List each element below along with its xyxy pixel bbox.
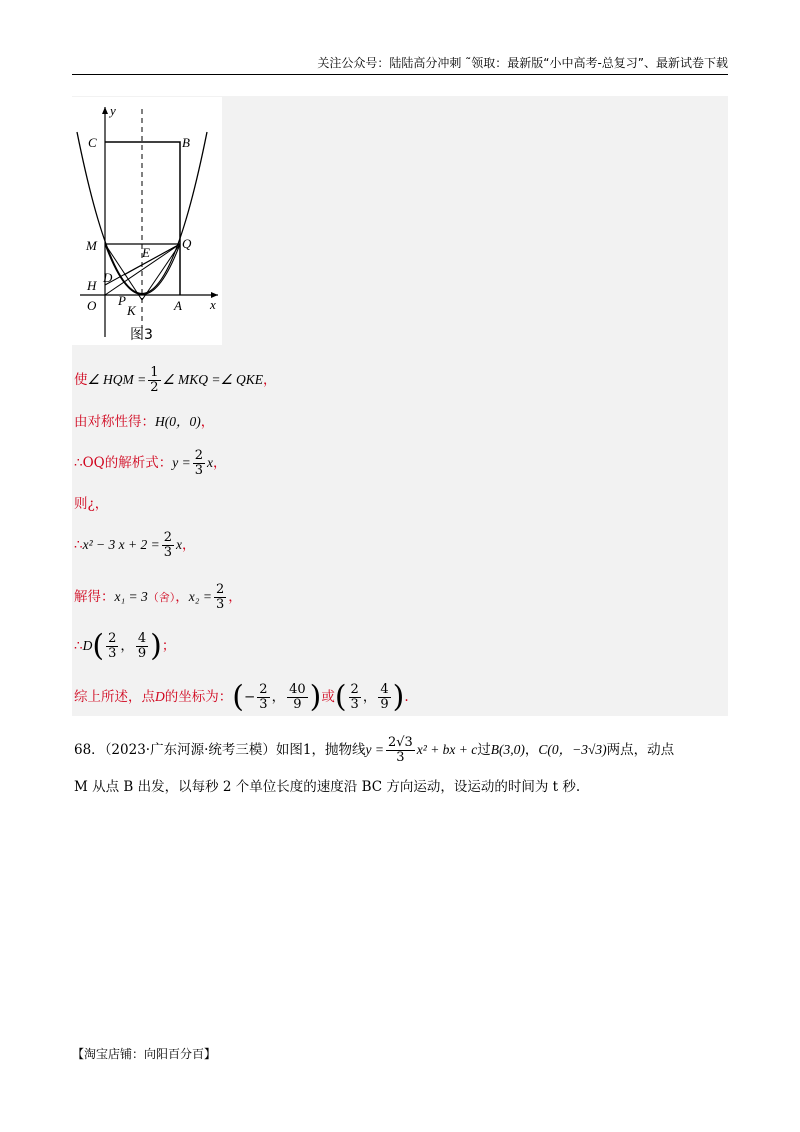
label-M: M: [86, 238, 97, 253]
fraction: $\frac{2}{3}$: [163, 530, 172, 560]
label-C: C: [88, 135, 97, 150]
label-y: y: [110, 103, 116, 118]
label-A: A: [174, 298, 182, 313]
header-rule: [72, 74, 728, 75]
solution-line-8: 综上所述，点D的坐标为：(− $\frac{2}{3}$ ， $\frac{40}{9}$ )或( $\frac{2}{3}$ ， $\frac{4}{9}$ ).: [74, 679, 409, 715]
fraction: $\frac{2}{3}$: [350, 682, 359, 712]
parabola-diagram: [72, 97, 222, 345]
fraction: $\frac{2}{3}$: [108, 631, 117, 661]
fraction: $\frac{4}{9}$: [380, 682, 389, 712]
solution-line-4: 则¿，: [74, 496, 109, 512]
question-68-line-1: 68．（2023·广东河源·统考三模）如图1，抛物线y = $\frac{2√3}{3}$ x² + bx + c过B(3,0)，C(0，−3√3)两点，动点: [74, 735, 675, 765]
label-B: B: [182, 135, 190, 150]
label-D: D: [103, 270, 113, 285]
fraction: $\frac{2}{3}$: [194, 448, 203, 478]
solution-line-7: ∴D( $\frac{2}{3}$ ， $\frac{4}{9}$ )；: [74, 628, 176, 664]
question-68-line-2: M 从点 B 出发，以每秒 2 个单位长度的速度沿 BC 方向运动，设运动的时间为 t 秒.: [74, 779, 581, 795]
label-O: O: [87, 298, 97, 313]
label-x: x: [210, 297, 216, 312]
page-footer: 【淘宝店铺：向阳百分百】: [72, 1047, 217, 1061]
fraction: $\frac{1}{2}$: [150, 365, 159, 395]
fraction: $\frac{2}{3}$: [259, 682, 268, 712]
label-K: K: [127, 303, 136, 318]
solution-line-3: ∴OQ的解析式：y = $\frac{2}{3}$ x，: [74, 448, 227, 478]
fraction: $\frac{2√3}{3}$: [387, 735, 413, 765]
solution-line-5: ∴x² − 3 x + 2 = $\frac{2}{3}$ x，: [74, 530, 196, 560]
solution-line-2: 由对称性得：H(0，0)，: [74, 414, 215, 430]
label-P: P: [118, 293, 126, 308]
fraction: $\frac{2}{3}$: [215, 582, 225, 612]
solution-line-6: 解得：x₁ = 3（舍），x₂ = $\frac{2}{3}$ ，: [74, 582, 242, 612]
figure-3: [72, 97, 222, 345]
solution-line-1: 使∠ HQM = $\frac{1}{2}$ ∠ MKQ =∠ QKE，: [74, 365, 277, 395]
fraction: $\frac{4}{9}$: [137, 631, 147, 661]
fraction: $\frac{40}{9}$: [289, 682, 306, 712]
label-H: H: [87, 278, 97, 293]
figure-caption: 图3: [130, 327, 153, 343]
label-E: E: [142, 245, 150, 260]
label-Q: Q: [182, 236, 192, 251]
page-header: 关注公众号：陆陆高分冲刺 ˜领取：最新版“小中高考-总复习”、最新试卷下载: [317, 56, 728, 70]
